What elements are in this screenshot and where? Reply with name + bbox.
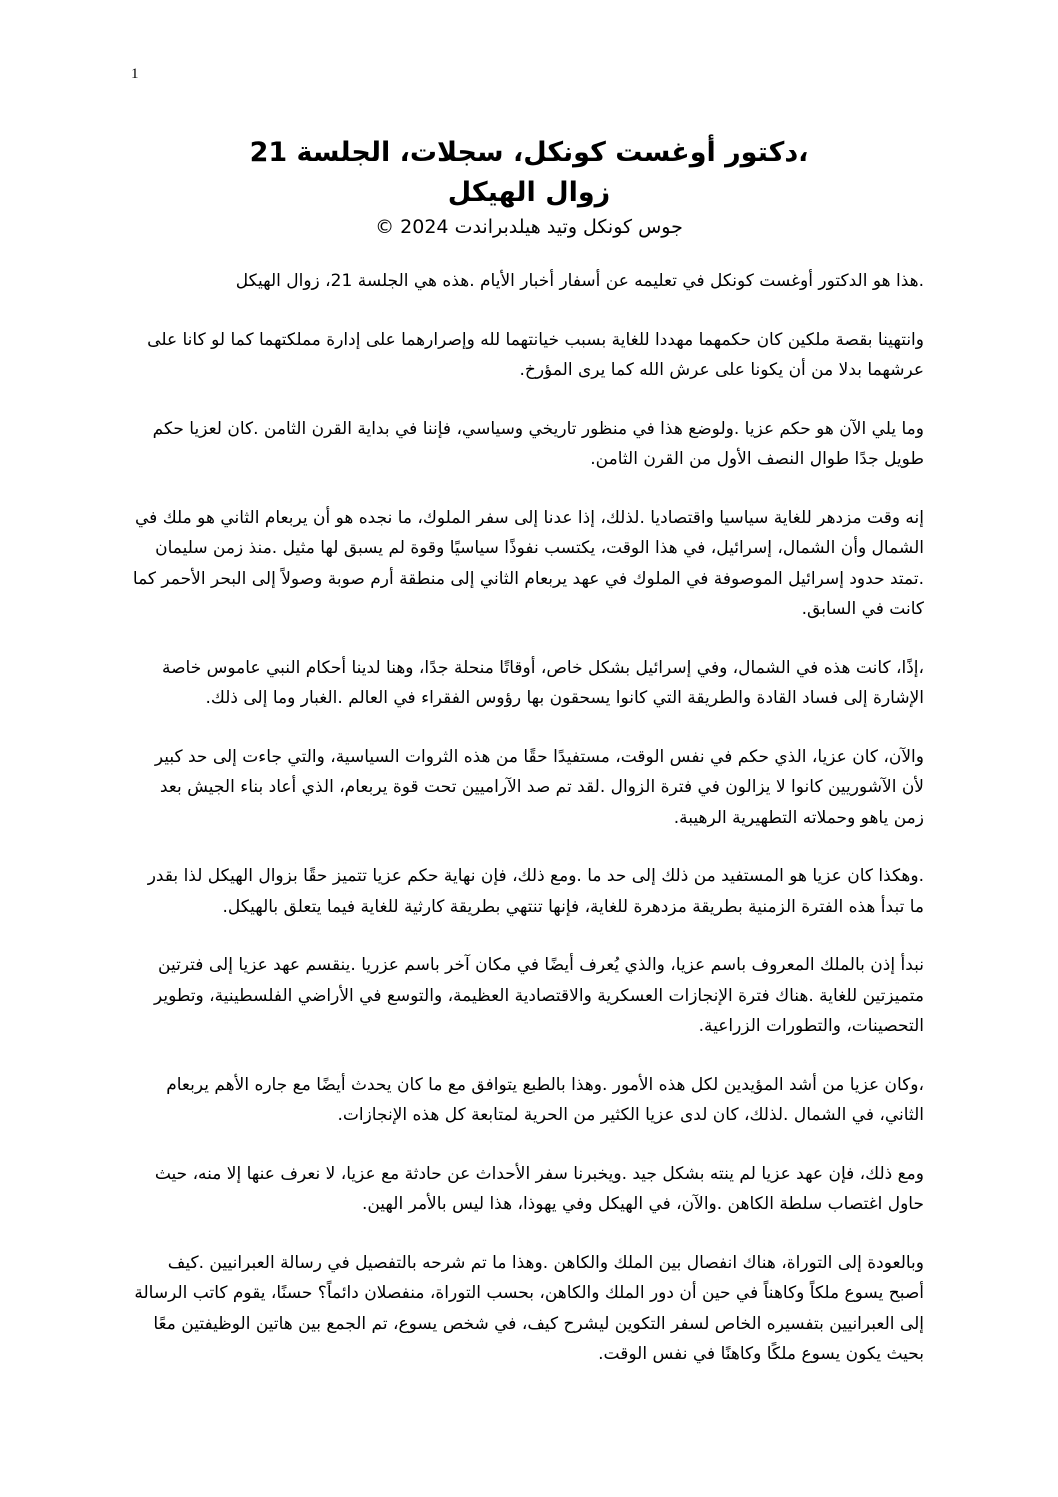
document-title: ،دكتور أوغست كونكل، سجلات، الجلسة 21 <box>249 137 809 168</box>
paragraph-1: .هذا هو الدكتور أوغست كونكل في تعليمه عن أسفار أخبار الأيام .هذه هي الجلسة 21، زوال الهيكل <box>235 271 924 291</box>
paragraph-4: إنه وقت مزدهر للغاية سياسيا واقتصاديا .لذلك، إذا عدنا إلى سفر الملوك، ما نجده هو أن يربعام الثاني هو ملك في الشمال وأن الشمال، إسرائيل، في هذا الوقت، يكتسب نفوذًا سياسيًا وقوة لم يسبق لها مثيل .منذ زمن سليمان .تمتد حدود إسرائيل الموصوفة في الملوك في عهد يربعام الثاني إلى منطقة أرم صوبة وصولاً إلى البحر الأحمر كما كانت في السابق. <box>132 507 924 619</box>
session-subtitle: زوال الهيكل <box>447 177 611 208</box>
title-block <box>150 133 908 241</box>
paragraph-5: ،إذًا، كانت هذه في الشمال، وفي إسرائيل بشكل خاص، أوقاتًا منحلة جدًا، وهنا لدينا أحكام النبي عاموس خاصة الإشارة إلى فساد القادة والطريقة التي كانوا يسحقون بها رؤوس الفقراء في العالم .الغبار وما إلى ذلك. <box>162 657 924 708</box>
page-number: 1 <box>131 66 139 82</box>
paragraph-8: نبدأ إذن بالملك المعروف باسم عزيا، والذي يُعرف أيضًا في مكان آخر باسم عزريا .ينقسم عهد عزيا إلى فترتين متميزتين للغاية .هناك فترة الإنجازات العسكرية والاقتصادية العظيمة، والتوسع في الأراضي الفلسطينية، وتطوير التحصينات، والتطورات الزراعية. <box>153 955 924 1036</box>
paragraph-10: ومع ذلك، فإن عهد عزيا لم ينته بشكل جيد .ويخبرنا سفر الأحداث عن حادثة مع عزيا، لا نعرف عنها إلا منه، حيث حاول اغتصاب سلطة الكاهن .والآن، في الهيكل وفي يهوذا، هذا ليس بالأمر الهين. <box>154 1163 924 1214</box>
paragraph-11: وبالعودة إلى التوراة، هناك انفصال بين الملك والكاهن .وهذا ما تم شرحه بالتفصيل في رسالة العبرانيين .كيف أصبح يسوع ملكاً وكاهناً في حين أن دور الملك والكاهن، بحسب التوراة، منفصلان دائماً؟ حسنًا، يقوم كاتب الرسالة إلى العبرانيين بتفسيره الخاص لسفر التكوين ليشرح كيف، في شخص يسوع، تم الجمع بين هاتين الوظيفتين معًا بحيث يكون يسوع ملكًا وكاهنًا في نفس الوقت. <box>134 1252 924 1364</box>
copyright-line: جوس كونكل وتيد هيلدبراندت 2024 © <box>375 216 683 238</box>
paragraph-3: وما يلي الآن هو حكم عزيا .ولوضع هذا في منظور تاريخي وسياسي، فإننا في بداية القرن الثامن .كان لعزيا حكم طويل جدًا طوال النصف الأول من القرن الثامن. <box>152 418 924 469</box>
paragraph-2: وانتهينا بقصة ملكين كان حكمهما مهددا للغاية بسبب خيانتهما لله وإصرارهما على إدارة مملكتهما كما لو كانا على عرشهما بدلا من أن يكونا على عرش الله كما يرى المؤرخ. <box>147 329 924 380</box>
document-body <box>132 266 924 1398</box>
paragraph-6: والآن، كان عزيا، الذي حكم في نفس الوقت، مستفيدًا حقًا من هذه الثروات السياسية، والتي جاءت إلى حد كبير لأن الآشوريين كانوا لا يزالون في فترة الزوال .لقد تم صد الآراميين تحت قوة يربعام، الذي أعاد بناء الجيش بعد زمن ياهو وحملاته التطهيرية الرهيبة. <box>154 746 924 828</box>
paragraph-7: .وهكذا كان عزيا هو المستفيد من ذلك إلى حد ما .ومع ذلك، فإن نهاية حكم عزيا تتميز حقًا بزوال الهيكل لذا بقدر ما تبدأ هذه الفترة الزمنية بطريقة مزدهرة للغاية، فإنها تنتهي بطريقة كارثية للغاية فيما يتعلق بالهيكل. <box>147 866 924 917</box>
paragraph-9: ،وكان عزيا من أشد المؤيدين لكل هذه الأمور .وهذا بالطبع يتوافق مع ما كان يحدث أيضًا مع جاره الأهم يربعام الثاني، في الشمال .لذلك، كان لدى عزيا الكثير من الحرية لمتابعة كل هذه الإنجازات. <box>166 1074 924 1125</box>
